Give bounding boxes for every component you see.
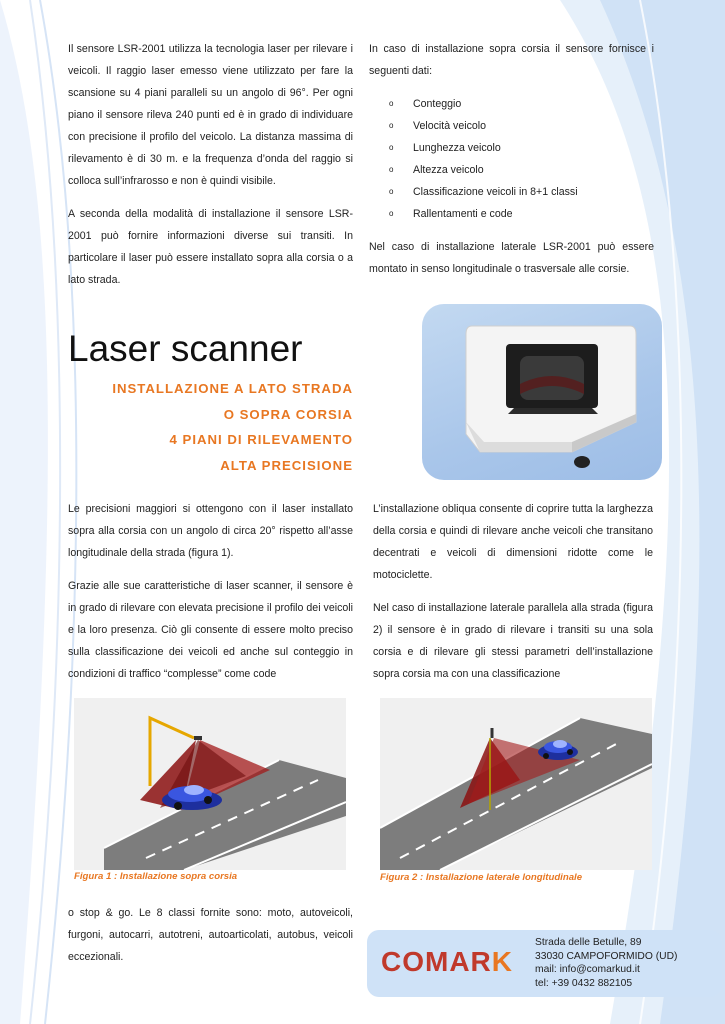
tagline-line: O SOPRA CORSIA — [223, 406, 353, 422]
company-address — [535, 936, 677, 990]
characteristics-paragraph: Grazie alle sue caratteristiche di laser scanner, il sensore è in grado di rilevare con elevata precisione il profilo dei veicoli e la loro presenza. Ciò gli consente di essere molto preciso sulla classificazione dei veicoli ed anche sul conteggio in condizioni di traffico “complesse” come code — [68, 580, 353, 680]
contact-phone[interactable]: tel: +39 0432 882105 — [535, 977, 633, 989]
list-item: o Altezza veicolo — [389, 164, 484, 176]
vehicle-classes-paragraph: o stop & go. Le 8 classi fornite sono: moto, autoveicoli, furgoni, autocarri, autotreni, autoarticolati, autobus, veicoli eccezionali. — [68, 907, 353, 963]
figure-2-caption: Figura 2 : Installazione laterale longitudinale — [380, 872, 583, 883]
list-item: o Classificazione veicoli in 8+1 classi — [389, 186, 578, 198]
right-column-top — [369, 38, 654, 291]
tagline-line: ALTA PRECISIONE — [220, 457, 353, 473]
list-item: o Rallentamenti e code — [389, 208, 513, 220]
data-intro-paragraph: In caso di installazione sopra corsia il sensore fornisce i seguenti dati: — [369, 43, 654, 77]
figure-1 — [74, 698, 346, 870]
oblique-paragraph: L’installazione obliqua consente di coprire tutta la larghezza della corsia e quindi di rilevare anche veicoli che transitano decentrati e veicoli di dimensioni ridotte come le motociclette. — [373, 503, 653, 581]
contact-box — [367, 930, 722, 997]
figure-1-caption: Figura 1 : Installazione sopra corsia — [74, 871, 238, 882]
figure-2 — [380, 698, 652, 870]
company-logo: COMARK — [381, 946, 513, 977]
precision-paragraph: Le precisioni maggiori si ottengono con il laser installato sopra alla corsia con un angolo di circa 20° rispetto all’asse longitudinale della strada (figura 1). — [68, 503, 353, 559]
sensor-photo — [422, 304, 662, 480]
list-item: o Conteggio — [389, 98, 462, 110]
intro-paragraph: Il sensore LSR-2001 utilizza la tecnologia laser per rilevare i veicoli. Il raggio laser emesso viene utilizzato per fare la scansione su 4 piani paralleli su un angolo di 96°. Per ogni piano il sensore rileva 240 punti ed è in grado di individuare con precisione il profilo del veicolo. La distanza massima di rilevamento è di 30 m. e la frequenza d’onda del raggio si colloca sull’infrarosso e non è quindi visibile. — [68, 43, 353, 187]
data-list — [369, 93, 654, 225]
tagline-line: INSTALLAZIONE A LATO STRADA — [112, 381, 353, 396]
contact-email[interactable]: mail: info@comarkud.it — [535, 964, 640, 975]
left-column-top — [68, 38, 353, 302]
address-street: Strada delle Betulle, 89 — [535, 937, 642, 948]
sensor-device-illustration — [422, 304, 662, 480]
right-column-mid — [373, 498, 653, 696]
left-column-mid — [68, 498, 353, 696]
address-city: 33030 CAMPOFORMIDO (UD) — [535, 950, 678, 962]
installation-paragraph: A seconda della modalità di installazione il sensore LSR-2001 può fornire informazioni diverse sui transiti. In particolare il laser può essere installato sopra alla corsia o a lato strada. — [68, 208, 353, 286]
list-item: o Lunghezza veicolo — [389, 142, 501, 154]
parallel-paragraph: Nel caso di installazione laterale parallela alla strada (figura 2) il sensore è in grado di rilevare i transiti su una sola corsia e di rilevare gli stessi parametri dell’installazione sopra corsia ma con una classificazione — [373, 602, 653, 680]
lateral-installation-paragraph: Nel caso di installazione laterale LSR-2001 può essere montato in senso longitudinale o trasversale alle corsie. — [369, 241, 654, 275]
bottom-text-column — [68, 902, 353, 979]
list-item: o Velocità veicolo — [389, 120, 487, 132]
tagline-line: 4 PIANI DI RILEVAMENTO — [169, 432, 353, 447]
page-title: Laser scanner — [68, 328, 303, 369]
tagline — [68, 376, 353, 478]
